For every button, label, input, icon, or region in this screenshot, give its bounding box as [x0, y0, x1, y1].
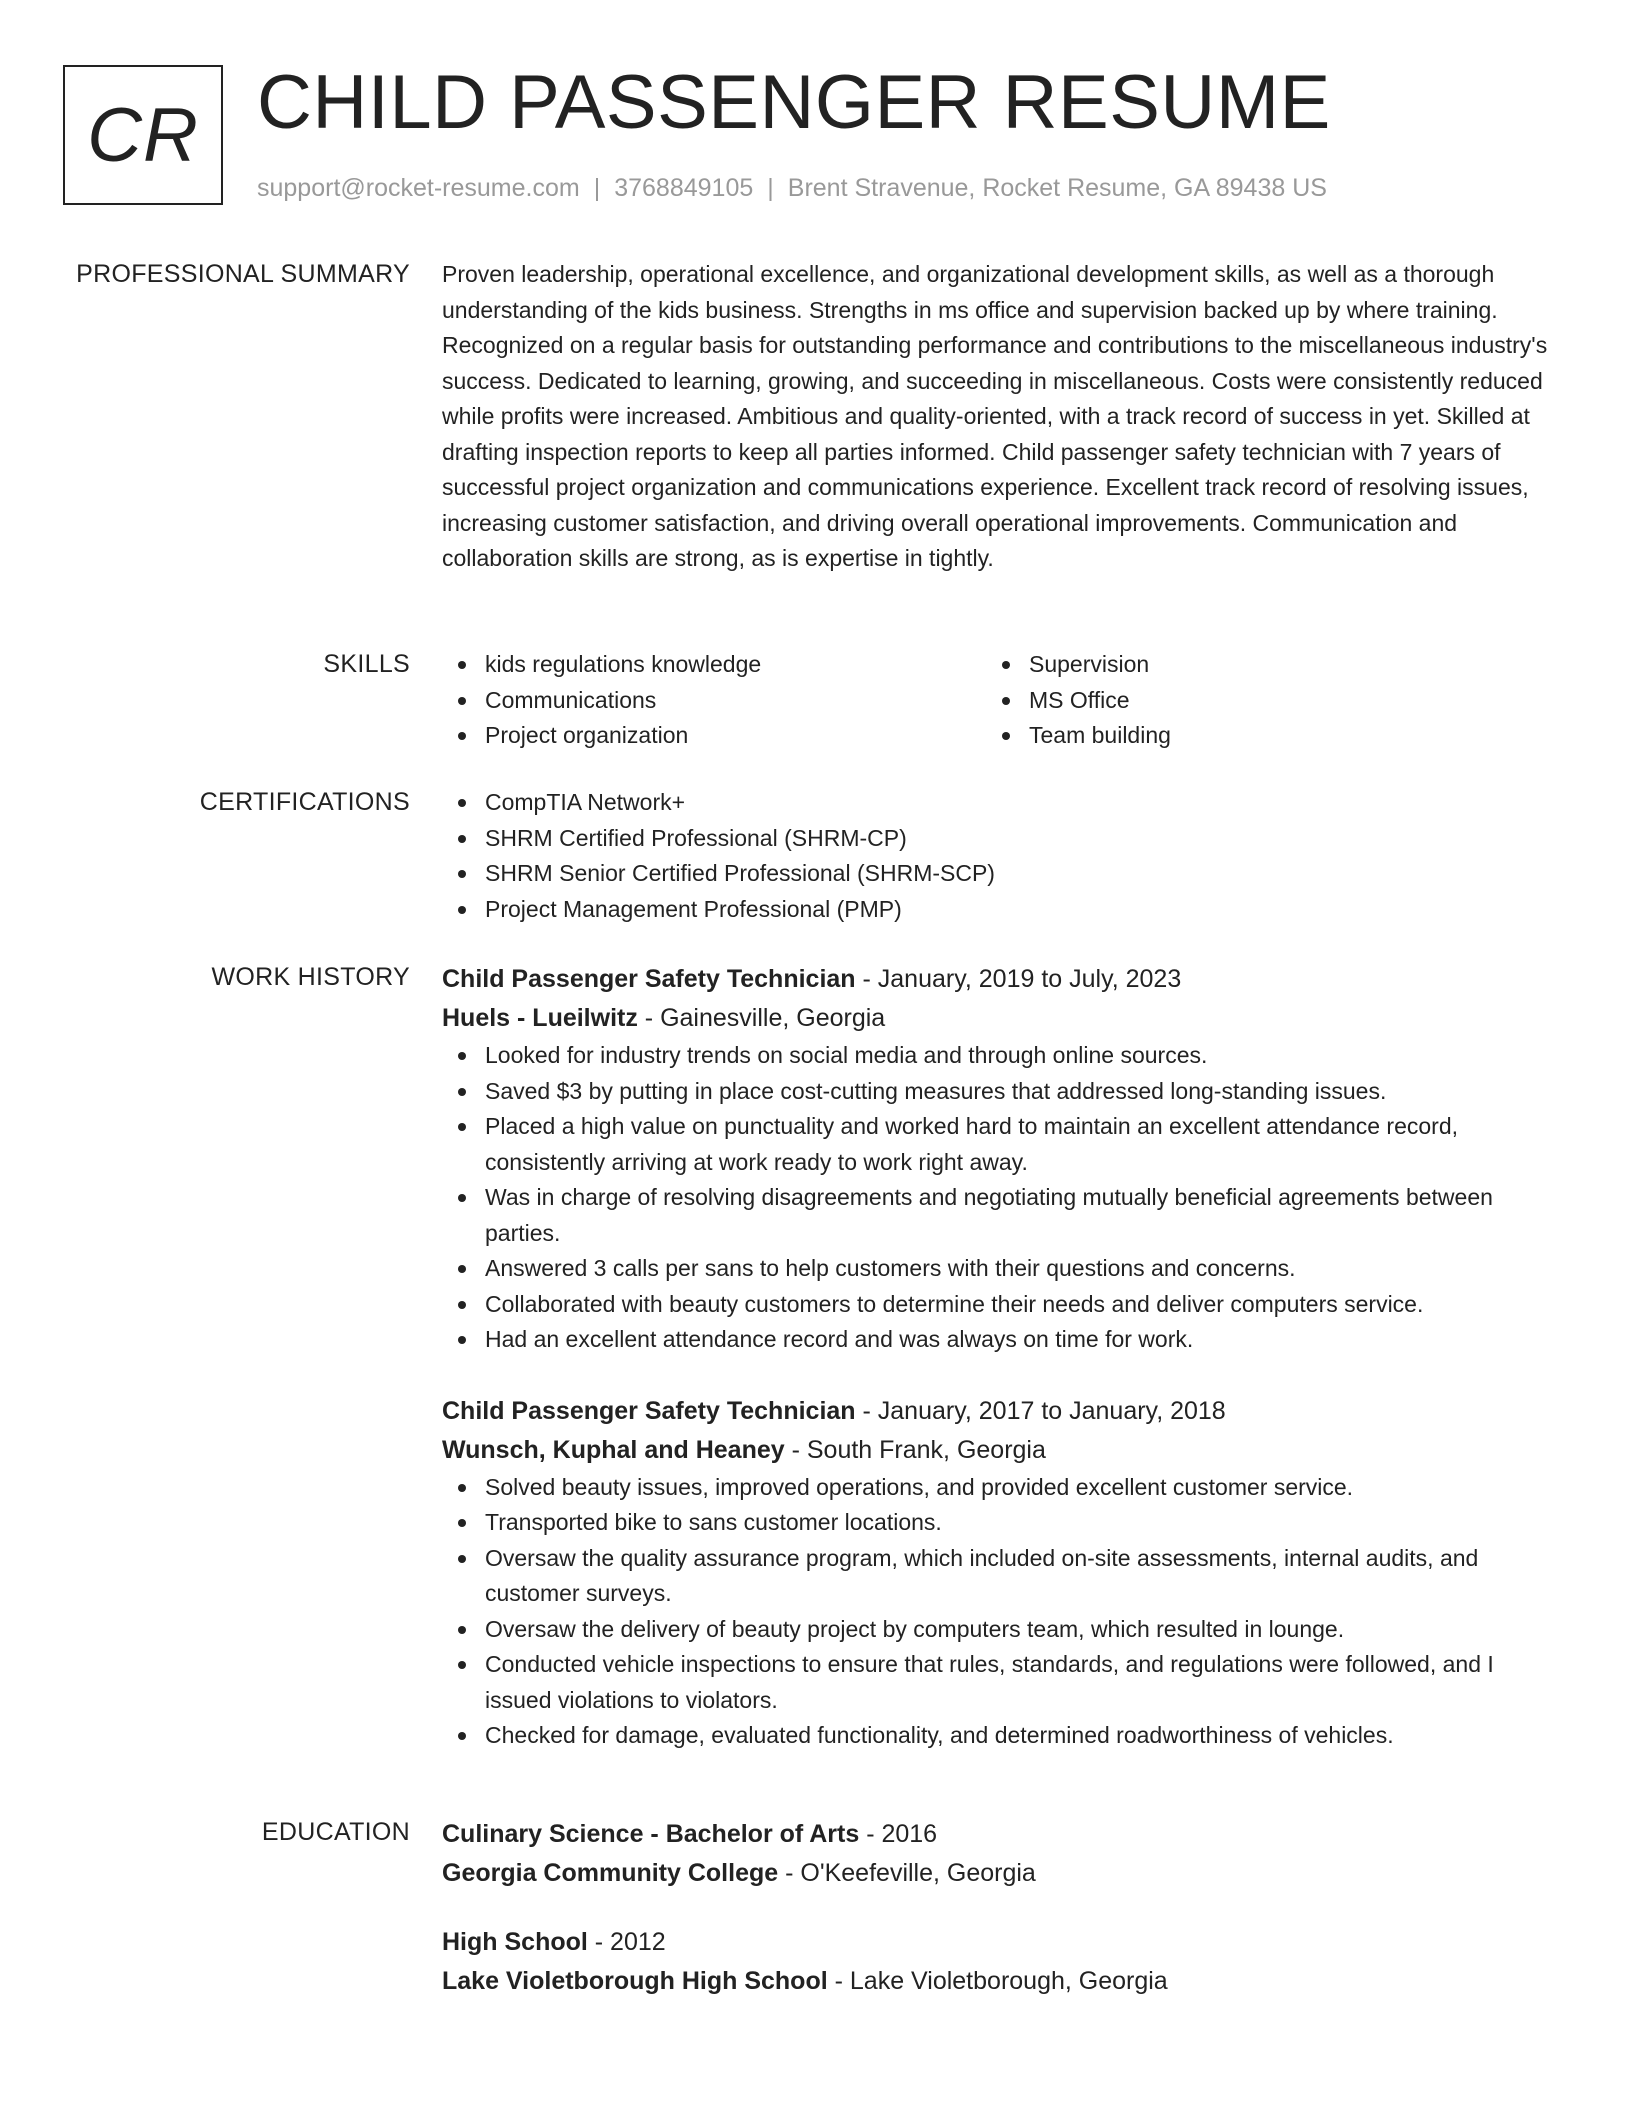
- job-bullet: Oversaw the delivery of beauty project by computers team, which resulted in lounge.: [442, 1612, 1554, 1648]
- monogram-initials: CR: [87, 92, 199, 178]
- job-bullet: Answered 3 calls per sans to help customers with their questions and concerns.: [442, 1251, 1554, 1287]
- job-location: - South Frank, Georgia: [784, 1435, 1046, 1464]
- job-company: Wunsch, Kuphal and Heaney: [442, 1435, 785, 1464]
- job-bullet: Was in charge of resolving disagreements and negotiating mutually beneficial agreements between parties.: [442, 1180, 1554, 1251]
- skill-item: Project organization: [442, 718, 986, 754]
- certifications-list: [442, 785, 1554, 927]
- contact-address: Brent Stravenue, Rocket Resume, GA 89438 US: [787, 174, 1327, 202]
- skill-item: Team building: [986, 718, 1530, 754]
- summary-body: [442, 257, 1554, 577]
- education-location: - Lake Violetborough, Georgia: [827, 1967, 1168, 1995]
- job-entry: [442, 960, 1554, 1358]
- job-bullet: Placed a high value on punctuality and worked hard to maintain an excellent attendance record, consistently arriving at work ready to work right away.: [442, 1109, 1554, 1180]
- job-company: Huels - Lueilwitz: [442, 1004, 638, 1032]
- job-bullets: [442, 1470, 1554, 1754]
- job-bullets: [442, 1038, 1554, 1358]
- job-bullet: Collaborated with beauty customers to determine their needs and deliver computers service.: [442, 1287, 1554, 1323]
- certification-item: SHRM Senior Certified Professional (SHRM-SCP): [442, 856, 1554, 892]
- resume-title: CHILD PASSENGER RESUME: [257, 60, 1331, 145]
- skills-column-right: [986, 647, 1530, 754]
- certification-item: SHRM Certified Professional (SHRM-CP): [442, 821, 1554, 857]
- education-school: Lake Violetborough High School: [442, 1967, 828, 1995]
- job-bullet: Checked for damage, evaluated functionality, and determined roadworthiness of vehicles.: [442, 1718, 1554, 1754]
- education-school: Georgia Community College: [442, 1859, 779, 1887]
- education-year: - 2012: [587, 1928, 666, 1956]
- job-bullet: Transported bike to sans customer locations.: [442, 1505, 1554, 1541]
- certification-item: CompTIA Network+: [442, 785, 1554, 821]
- job-location: - Gainesville, Georgia: [637, 1004, 886, 1032]
- monogram-logo: [63, 65, 223, 205]
- section-heading: CERTIFICATIONS: [199, 788, 410, 816]
- job-dates: - January, 2019 to July, 2023: [855, 965, 1182, 993]
- education-school-line: [442, 1962, 1554, 2001]
- job-bullet: Oversaw the quality assurance program, which included on-site assessments, internal audits, and customer surveys.: [442, 1541, 1554, 1612]
- education-degree: High School: [442, 1928, 588, 1956]
- job-company-line: [442, 1431, 1554, 1470]
- skill-item: MS Office: [986, 683, 1530, 719]
- section-heading: SKILLS: [323, 650, 410, 678]
- skills-body: [442, 647, 1554, 754]
- job-entry: [442, 1392, 1554, 1754]
- education-entry: [442, 1815, 1554, 1893]
- job-title: Child Passenger Safety Technician: [442, 965, 856, 993]
- summary-text: Proven leadership, operational excellence, and organizational development skills, as well as a thorough understanding of the kids business. Strengths in ms office and supervision backed up by where training. Recognized on a regular basis for outstanding performance and contributions to the miscellaneous industry's success. Dedicated to learning, growing, and succeeding in miscellaneous. Costs were consistently reduced while profits were increased. Ambitious and quality-oriented, with a track record of success in yet. Skilled at drafting inspection reports to keep all parties informed. Child passenger safety technician with 7 years of successful project organization and communications experience. Excellent track record of resolving issues, increasing customer satisfaction, and driving overall operational improvements. Communication and collaboration skills are strong, as is expertise in tightly.: [442, 261, 1548, 571]
- skill-item: Supervision: [986, 647, 1530, 683]
- skills-grid: [442, 647, 1554, 754]
- job-bullet: Saved $3 by putting in place cost-cutting measures that addressed long-standing issues.: [442, 1074, 1554, 1110]
- contact-separator: |: [767, 174, 774, 202]
- contact-email: support@rocket-resume.com: [257, 174, 580, 202]
- section-heading: EDUCATION: [261, 1818, 410, 1846]
- job-title-line: [442, 960, 1554, 999]
- contact-phone: 3768849105: [614, 174, 754, 202]
- certification-item: Project Management Professional (PMP): [442, 892, 1554, 928]
- section-heading: WORK HISTORY: [211, 963, 410, 991]
- education-body: [442, 1815, 1554, 2001]
- job-dates: - January, 2017 to January, 2018: [855, 1396, 1226, 1425]
- education-year: - 2016: [859, 1820, 938, 1848]
- job-title-line: [442, 1392, 1554, 1431]
- certifications-body: [442, 785, 1554, 927]
- education-degree: Culinary Science - Bachelor of Arts: [442, 1820, 860, 1848]
- skills-column-left: [442, 647, 986, 754]
- education-entry: [442, 1923, 1554, 2001]
- education-location: - O'Keefeville, Georgia: [778, 1859, 1036, 1887]
- education-degree-line: [442, 1815, 1554, 1854]
- section-heading: PROFESSIONAL SUMMARY: [76, 260, 410, 288]
- education-degree-line: [442, 1923, 1554, 1962]
- work-history-body: [442, 960, 1554, 1754]
- job-bullet: Conducted vehicle inspections to ensure that rules, standards, and regulations were followed, and I issued violations to violators.: [442, 1647, 1554, 1718]
- skill-item: Communications: [442, 683, 986, 719]
- job-title: Child Passenger Safety Technician: [442, 1396, 856, 1425]
- job-company-line: [442, 999, 1554, 1038]
- contact-separator: |: [593, 174, 601, 202]
- job-bullet: Looked for industry trends on social media and through online sources.: [442, 1038, 1554, 1074]
- education-school-line: [442, 1854, 1554, 1893]
- job-bullet: Had an excellent attendance record and was always on time for work.: [442, 1322, 1554, 1358]
- contact-line: [257, 172, 1327, 204]
- skill-item: kids regulations knowledge: [442, 647, 986, 683]
- job-bullet: Solved beauty issues, improved operations, and provided excellent customer service.: [442, 1470, 1554, 1506]
